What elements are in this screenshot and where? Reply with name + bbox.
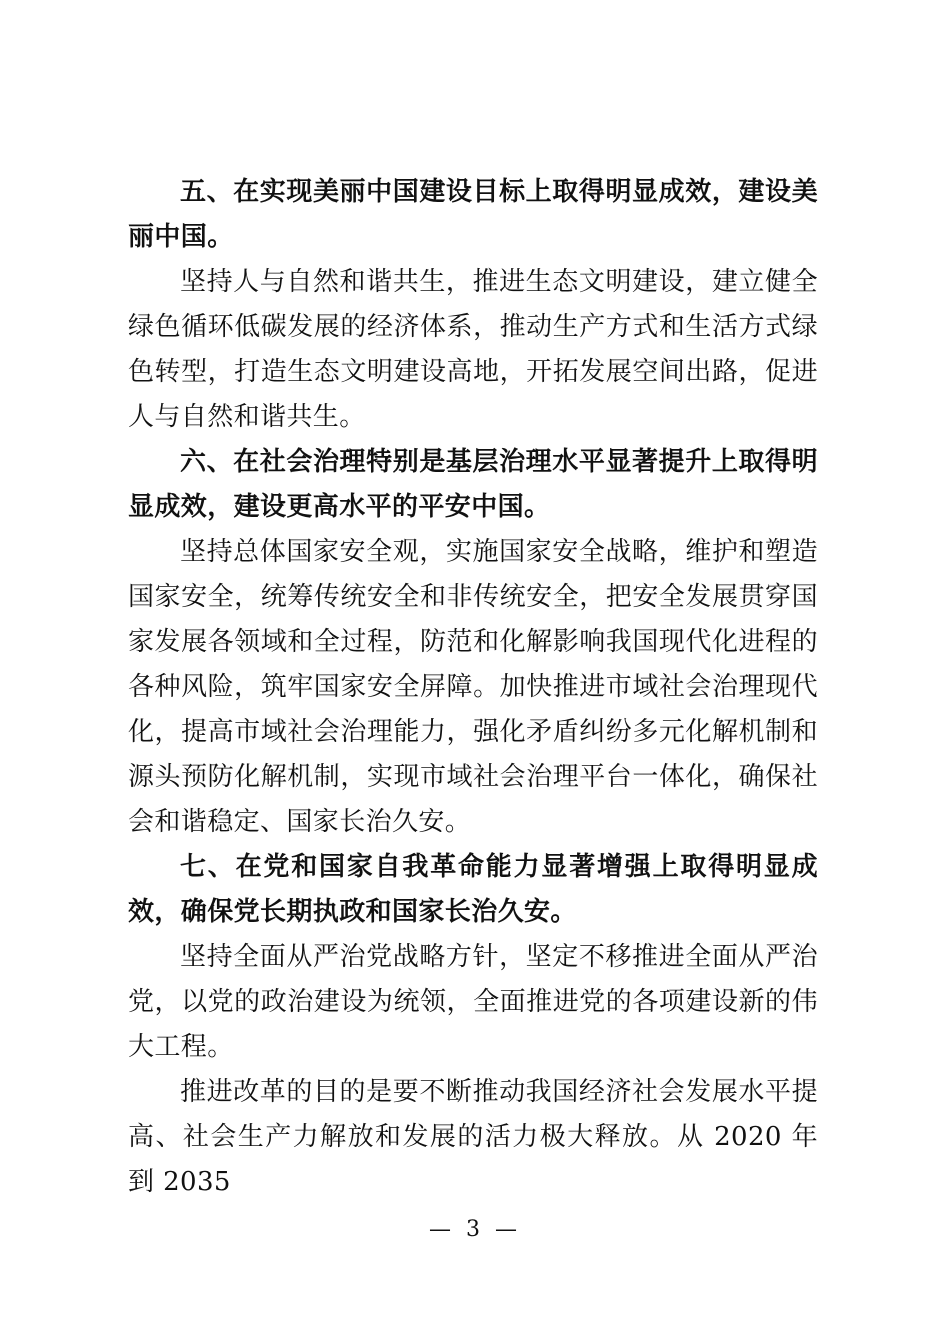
- body-paragraph-party-governance: 坚持全面从严治党战略方针，坚定不移推进全面从严治党，以党的政治建设为统领，全面推进党的各项建设新的伟大工程。: [128, 942, 818, 1062]
- section-heading-5: 五、在实现美丽中国建设目标上取得明显成效，建设美丽中国。: [128, 177, 818, 252]
- body-paragraph-security: 坚持总体国家安全观，实施国家安全战略，维护和塑造国家安全，统筹传统安全和非传统安全，把安全发展贯穿国家发展各领域和全过程，防范和化解影响我国现代化进程的各种风险，筑牢国家安全屏障。加快推进市域社会治理现代化，提高市域社会治理能力，强化矛盾纠纷多元化解机制和源头预防化解机制，实现市域社会治理平台一体化，确保社会和谐稳定、国家长治久安。: [128, 537, 818, 837]
- document-body: [128, 170, 818, 1205]
- page-number: — 3 —: [429, 1217, 521, 1242]
- body-paragraph-reform: 推进改革的目的是要不断推动我国经济社会发展水平提高、社会生产力解放和发展的活力极大释放。从 2020 年到 2035: [128, 1077, 818, 1197]
- body-paragraph-ecology: 坚持人与自然和谐共生，推进生态文明建设，建立健全绿色循环低碳发展的经济体系，推动生产方式和生活方式绿色转型，打造生态文明建设高地，开拓发展空间出路，促进人与自然和谐共生。: [128, 267, 818, 432]
- section-heading-7: 七、在党和国家自我革命能力显著增强上取得明显成效，确保党长期执政和国家长治久安。: [128, 852, 818, 927]
- section-heading-6: 六、在社会治理特别是基层治理水平显著提升上取得明显成效，建设更高水平的平安中国。: [128, 447, 818, 522]
